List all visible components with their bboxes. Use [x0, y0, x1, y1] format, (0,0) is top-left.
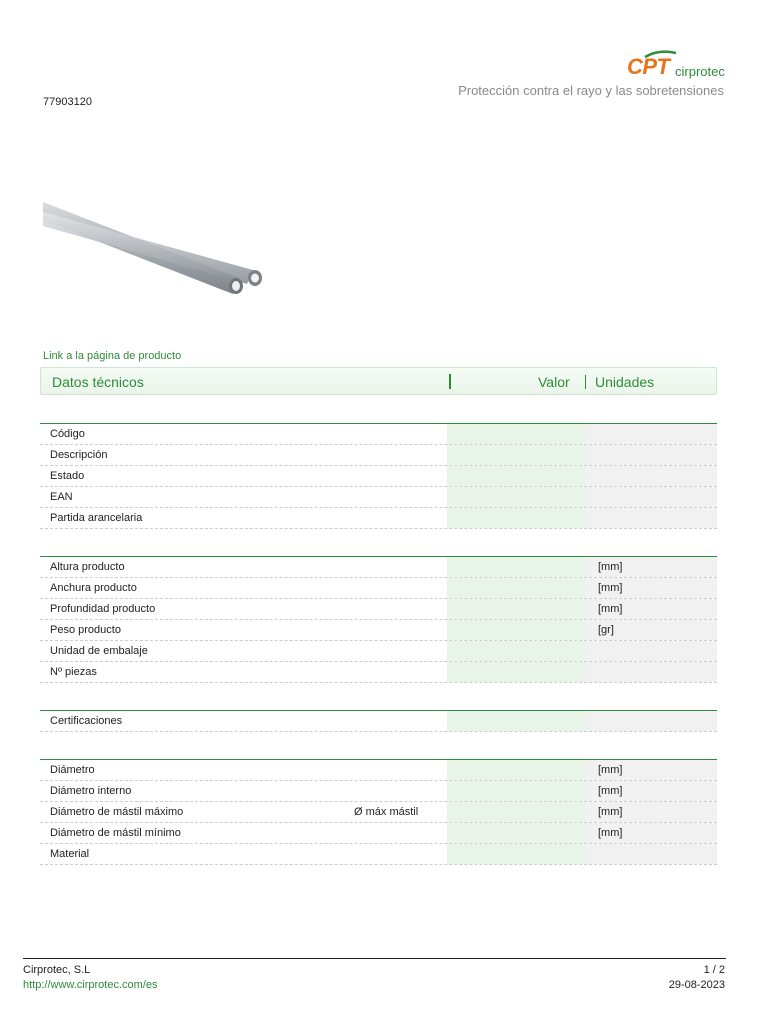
row-label: Diámetro interno: [50, 785, 132, 797]
footer-page-number: 1 / 2: [703, 964, 725, 976]
row-label: Profundidad producto: [50, 603, 156, 615]
row-unit: [mm]: [585, 823, 717, 843]
row-label: Unidad de embalaje: [50, 645, 148, 657]
section-certifications: [40, 710, 717, 732]
header-separator: [449, 374, 451, 389]
row-label: Diámetro: [50, 764, 95, 776]
row-label: Descripción: [50, 449, 108, 461]
row-value: [447, 781, 585, 801]
table-header: [40, 367, 717, 395]
row-value: [447, 641, 585, 661]
product-code: 77903120: [43, 96, 92, 108]
table-row: [40, 620, 717, 641]
row-label: Certificaciones: [50, 715, 123, 727]
row-label: Diámetro de mástil máximo: [50, 806, 184, 818]
section-dimensions: [40, 556, 717, 683]
row-label: Altura producto: [50, 561, 125, 573]
table-row: [40, 844, 717, 865]
table-header-value: Valor: [538, 374, 570, 390]
row-unit: [585, 424, 717, 444]
section-technical: [40, 759, 717, 865]
footer-company: Cirprotec, S.L: [23, 964, 91, 976]
row-label: Código: [50, 428, 85, 440]
table-row: [40, 487, 717, 508]
row-unit: [585, 662, 717, 682]
table-row: [40, 466, 717, 487]
table-row: [40, 508, 717, 529]
row-value: [447, 620, 585, 640]
row-label: Diámetro de mástil mínimo: [50, 827, 181, 839]
row-value: [447, 487, 585, 507]
table-row: [40, 641, 717, 662]
row-unit: [mm]: [585, 557, 717, 577]
row-value: [447, 599, 585, 619]
row-note: Ø máx mástil: [354, 806, 419, 818]
table-row: [40, 781, 717, 802]
row-value: [447, 760, 585, 780]
product-page-link[interactable]: Link a la página de producto: [43, 350, 182, 362]
row-unit: [mm]: [585, 578, 717, 598]
row-unit: [mm]: [585, 802, 717, 822]
row-unit: [585, 711, 717, 731]
row-unit: [585, 445, 717, 465]
row-unit: [585, 641, 717, 661]
row-value: [447, 711, 585, 731]
table-row: [40, 599, 717, 620]
row-label: Partida arancelaria: [50, 512, 143, 524]
table-row: [40, 424, 717, 445]
row-value: [447, 578, 585, 598]
row-value: [447, 508, 585, 528]
row-label: Nº piezas: [50, 666, 97, 678]
header-separator: [585, 375, 586, 389]
table-row: [40, 760, 717, 781]
table-row: [40, 711, 717, 732]
row-unit: [mm]: [585, 599, 717, 619]
footer-date: 29-08-2023: [668, 979, 725, 991]
row-value: [447, 802, 585, 822]
table-row: [40, 445, 717, 466]
row-unit: [585, 508, 717, 528]
table-header-units: Unidades: [595, 374, 655, 390]
logo-text: cirprotec: [675, 64, 725, 79]
row-unit: [mm]: [585, 781, 717, 801]
row-value: [447, 662, 585, 682]
row-value: [447, 823, 585, 843]
table-row: [40, 578, 717, 599]
row-value: [447, 424, 585, 444]
row-label: Anchura producto: [50, 582, 137, 594]
section-identification: [40, 423, 717, 529]
row-value: [447, 445, 585, 465]
table-header-title: Datos técnicos: [52, 374, 144, 390]
row-value: [447, 557, 585, 577]
footer-website-link[interactable]: http://www.cirprotec.com/es: [23, 979, 158, 991]
row-label: EAN: [50, 491, 73, 503]
row-label: Peso producto: [50, 624, 121, 636]
product-rod-image: [43, 190, 273, 300]
row-unit: [mm]: [585, 760, 717, 780]
cpt-logo-icon: [627, 50, 727, 82]
row-unit: [585, 487, 717, 507]
table-row: [40, 823, 717, 844]
row-label: Estado: [50, 470, 85, 482]
footer-divider: [23, 958, 726, 959]
tagline: Protección contra el rayo y las sobretensiones: [458, 83, 724, 98]
row-value: [447, 844, 585, 864]
row-label: Material: [50, 848, 90, 860]
table-row: [40, 557, 717, 578]
table-row: [40, 662, 717, 683]
row-unit: [585, 844, 717, 864]
row-value: [447, 466, 585, 486]
logo-mark: CPT: [627, 54, 670, 79]
row-unit: [gr]: [585, 620, 717, 640]
row-unit: [585, 466, 717, 486]
table-row: [40, 802, 717, 823]
